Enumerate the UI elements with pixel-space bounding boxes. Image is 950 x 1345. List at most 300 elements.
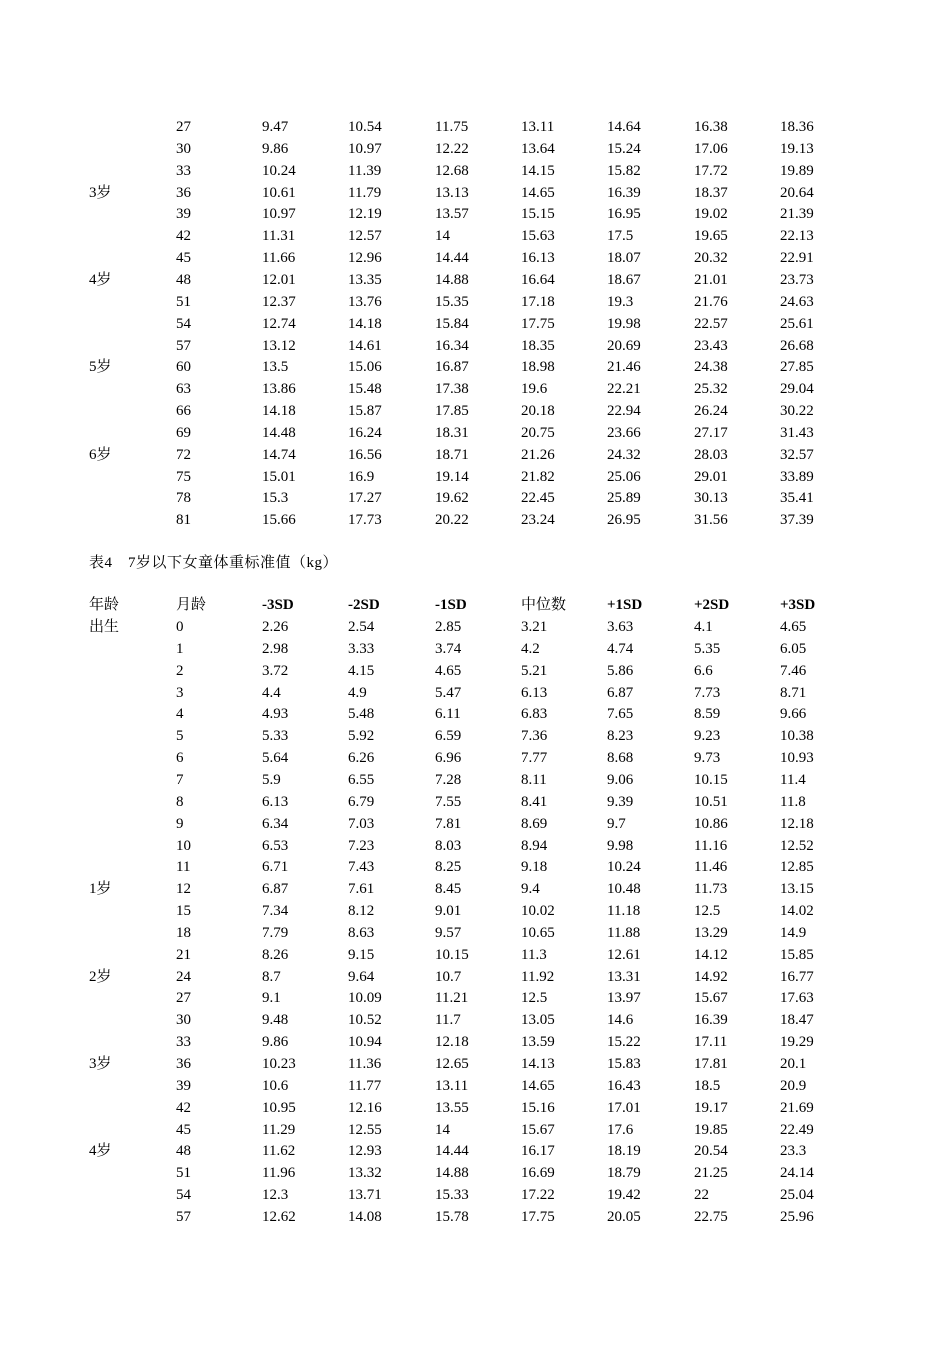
- weight-value: 3.21: [521, 619, 548, 635]
- table-row: [0, 1053, 950, 1075]
- weight-value: 7.28: [435, 771, 462, 788]
- weight-value: 11.62: [262, 1143, 296, 1160]
- table-row: [0, 856, 950, 878]
- weight-value: 22.57: [694, 315, 728, 332]
- weight-value: 16.87: [435, 359, 469, 376]
- weight-value: 20.05: [607, 1208, 641, 1225]
- weight-value: 10.95: [262, 1099, 296, 1116]
- weight-value: 14: [435, 228, 450, 245]
- weight-value: 9.18: [521, 859, 548, 876]
- weight-value: 11.18: [607, 903, 641, 920]
- weight-value: 10.15: [694, 771, 728, 788]
- weight-value: 5.64: [262, 750, 289, 767]
- weight-value: 7.46: [780, 662, 807, 679]
- weight-value: 13.13: [435, 184, 469, 201]
- weight-value: 8.03: [435, 837, 462, 854]
- weight-value: 17.73: [348, 512, 382, 529]
- age-label: 3岁: [89, 184, 112, 201]
- weight-value: 23.73: [780, 271, 814, 288]
- weight-value: 14.18: [348, 315, 382, 332]
- weight-value: 10.61: [262, 184, 296, 201]
- weight-value: 17.06: [694, 140, 728, 157]
- table-row: [0, 747, 950, 769]
- weight-value: 30.22: [780, 403, 814, 420]
- weight-value: 12.62: [262, 1208, 296, 1225]
- month-value: 33: [176, 162, 191, 179]
- weight-value: 19.17: [694, 1099, 728, 1116]
- weight-value: 24.14: [780, 1165, 814, 1182]
- weight-value: 20.32: [694, 250, 728, 267]
- weight-value: 11.21: [435, 990, 469, 1007]
- weight-value: 9.39: [607, 793, 634, 810]
- weight-value: 6.13: [262, 793, 289, 810]
- weight-value: 8.12: [348, 903, 375, 920]
- weight-value: 33.89: [780, 468, 814, 485]
- weight-value: 13.76: [348, 293, 382, 310]
- weight-value: 18.36: [780, 119, 814, 135]
- weight-value: 10.65: [521, 924, 555, 941]
- weight-value: 24.63: [780, 293, 814, 310]
- weight-value: 27.85: [780, 359, 814, 376]
- weight-value: 24.32: [607, 446, 641, 463]
- month-value: 10: [176, 837, 191, 854]
- weight-value: 37.39: [780, 512, 814, 529]
- weight-value: 21.25: [694, 1165, 728, 1182]
- weight-value: 21.26: [521, 446, 555, 463]
- weight-value: 19.02: [694, 206, 728, 223]
- age-label: 2岁: [89, 968, 112, 985]
- weight-value: 2.26: [262, 619, 289, 635]
- weight-value: 12.68: [435, 162, 469, 179]
- weight-value: 2.98: [262, 640, 289, 657]
- header-month: 月龄: [176, 597, 207, 613]
- weight-value: 16.69: [521, 1165, 555, 1182]
- weight-value: 9.66: [780, 706, 807, 723]
- weight-value: 13.05: [521, 1012, 555, 1029]
- table-row: [0, 682, 950, 704]
- weight-value: 18.35: [521, 337, 555, 354]
- weight-value: 3.63: [607, 619, 634, 635]
- month-value: 36: [176, 1056, 191, 1072]
- weight-value: 19.3: [607, 293, 634, 310]
- weight-value: 8.63: [348, 924, 375, 941]
- weight-value: 20.69: [607, 337, 641, 354]
- weight-value: 25.04: [780, 1187, 814, 1204]
- table-row: [0, 444, 950, 466]
- weight-value: 18.37: [694, 184, 728, 201]
- weight-value: 10.97: [262, 206, 296, 223]
- table-row: [0, 509, 950, 531]
- weight-value: 16.24: [348, 424, 382, 441]
- month-value: 4: [176, 706, 184, 723]
- weight-value: 16.34: [435, 337, 469, 354]
- weight-value: 6.26: [348, 750, 375, 767]
- weight-value: 26.68: [780, 337, 814, 354]
- table-row: [0, 291, 950, 313]
- weight-value: 26.24: [694, 403, 728, 420]
- month-value: 51: [176, 293, 191, 310]
- weight-value: 23.24: [521, 512, 555, 529]
- weight-value: 10.02: [521, 903, 555, 920]
- month-value: 81: [176, 512, 191, 529]
- table-row: [0, 422, 950, 444]
- table-row: [0, 1184, 950, 1206]
- weight-value: 23.43: [694, 337, 728, 354]
- weight-value: 14.44: [435, 250, 469, 267]
- month-value: 45: [176, 250, 191, 267]
- weight-value: 9.98: [607, 837, 634, 854]
- weight-value: 12.93: [348, 1143, 382, 1160]
- weight-value: 14.92: [694, 968, 728, 985]
- month-value: 24: [176, 968, 191, 985]
- weight-value: 23.3: [780, 1143, 807, 1160]
- weight-value: 6.13: [521, 684, 548, 701]
- month-value: 9: [176, 815, 184, 832]
- weight-value: 5.92: [348, 728, 375, 745]
- weight-value: 10.86: [694, 815, 728, 832]
- table-row: [0, 116, 950, 138]
- weight-value: 5.86: [607, 662, 634, 679]
- weight-value: 25.06: [607, 468, 641, 485]
- weight-value: 19.13: [780, 140, 814, 157]
- weight-value: 14.13: [521, 1056, 555, 1072]
- weight-value: 12.55: [348, 1121, 382, 1138]
- weight-value: 10.6: [262, 1077, 289, 1094]
- weight-value: 15.83: [607, 1056, 641, 1072]
- table-row: [0, 160, 950, 182]
- age-label: 3岁: [89, 1056, 112, 1072]
- weight-value: 12.57: [348, 228, 382, 245]
- month-value: 48: [176, 1143, 191, 1160]
- weight-value: 11.7: [435, 1012, 461, 1029]
- weight-value: 4.2: [521, 640, 540, 657]
- month-value: 60: [176, 359, 191, 376]
- weight-value: 14.88: [435, 271, 469, 288]
- table-row: [0, 225, 950, 247]
- weight-value: 12.5: [694, 903, 721, 920]
- weight-value: 11.39: [348, 162, 382, 179]
- weight-value: 12.61: [607, 946, 641, 963]
- weight-value: 10.24: [607, 859, 641, 876]
- age-label: 4岁: [89, 1143, 112, 1160]
- weight-value: 12.16: [348, 1099, 382, 1116]
- month-value: 12: [176, 881, 191, 898]
- weight-value: 7.79: [262, 924, 289, 941]
- weight-value: 6.55: [348, 771, 375, 788]
- weight-value: 4.93: [262, 706, 289, 723]
- weight-value: 11.77: [348, 1077, 382, 1094]
- weight-value: 9.1: [262, 990, 281, 1007]
- month-value: 39: [176, 1077, 191, 1094]
- weight-value: 2.54: [348, 619, 375, 635]
- weight-value: 31.56: [694, 512, 728, 529]
- weight-value: 20.9: [780, 1077, 807, 1094]
- table-row: [0, 487, 950, 509]
- weight-value: 7.77: [521, 750, 548, 767]
- weight-value: 9.06: [607, 771, 634, 788]
- header-plus-1sd: +1SD: [607, 597, 643, 613]
- weight-value: 17.27: [348, 490, 382, 507]
- weight-value: 16.56: [348, 446, 382, 463]
- weight-value: 32.57: [780, 446, 814, 463]
- weight-value: 13.32: [348, 1165, 382, 1182]
- weight-value: 6.87: [607, 684, 634, 701]
- table-row: [0, 1140, 950, 1162]
- weight-value: 8.71: [780, 684, 807, 701]
- weight-value: 27.17: [694, 424, 728, 441]
- weight-value: 19.89: [780, 162, 814, 179]
- weight-value: 9.86: [262, 140, 289, 157]
- weight-value: 12.3: [262, 1187, 289, 1204]
- weight-value: 13.11: [435, 1077, 469, 1094]
- weight-value: 18.67: [607, 271, 641, 288]
- weight-value: 19.6: [521, 381, 548, 398]
- weight-value: 10.09: [348, 990, 382, 1007]
- weight-value: 18.07: [607, 250, 641, 267]
- table-row: [0, 1119, 950, 1141]
- table-row: [0, 335, 950, 357]
- header-age: 年龄: [89, 597, 120, 613]
- weight-value: 11.8: [780, 793, 806, 810]
- weight-value: 16.39: [694, 1012, 728, 1029]
- weight-value: 6.79: [348, 793, 375, 810]
- weight-value: 9.47: [262, 119, 289, 135]
- weight-value: 13.97: [607, 990, 641, 1007]
- weight-value: 25.32: [694, 381, 728, 398]
- weight-value: 12.01: [262, 271, 296, 288]
- weight-value: 17.85: [435, 403, 469, 420]
- table-4-caption: 表4 7岁以下女童体重标准值（kg）: [89, 555, 339, 571]
- weight-value: 5.9: [262, 771, 281, 788]
- weight-value: 15.01: [262, 468, 296, 485]
- weight-value: 18.71: [435, 446, 469, 463]
- weight-value: 10.93: [780, 750, 814, 767]
- weight-value: 8.94: [521, 837, 548, 854]
- weight-value: 6.11: [435, 706, 461, 723]
- month-value: 11: [176, 859, 191, 876]
- weight-value: 12.96: [348, 250, 382, 267]
- weight-value: 15.78: [435, 1208, 469, 1225]
- weight-value: 15.3: [262, 490, 289, 507]
- month-value: 8: [176, 793, 184, 810]
- weight-value: 13.12: [262, 337, 296, 354]
- weight-value: 6.05: [780, 640, 807, 657]
- weight-value: 4.15: [348, 662, 375, 679]
- weight-value: 4.1: [694, 619, 713, 635]
- weight-value: 5.48: [348, 706, 375, 723]
- month-value: 30: [176, 140, 191, 157]
- weight-value: 15.35: [435, 293, 469, 310]
- table-row: [0, 182, 950, 204]
- weight-value: 17.22: [521, 1187, 555, 1204]
- table-row: [0, 1031, 950, 1053]
- weight-value: 16.9: [348, 468, 375, 485]
- weight-value: 20.1: [780, 1056, 807, 1072]
- table-row: [0, 878, 950, 900]
- weight-value: 15.67: [521, 1121, 555, 1138]
- weight-value: 20.54: [694, 1143, 728, 1160]
- weight-value: 8.69: [521, 815, 548, 832]
- weight-value: 29.04: [780, 381, 814, 398]
- weight-value: 17.18: [521, 293, 555, 310]
- table-row: [0, 791, 950, 813]
- table-row: [0, 313, 950, 335]
- weight-value: 22.13: [780, 228, 814, 245]
- weight-value: 15.15: [521, 206, 555, 223]
- table-row: [0, 1206, 950, 1228]
- weight-value: 14.88: [435, 1165, 469, 1182]
- month-value: 57: [176, 337, 191, 354]
- weight-value: 4.65: [780, 619, 807, 635]
- month-value: 3: [176, 684, 184, 701]
- weight-value: 13.71: [348, 1187, 382, 1204]
- weight-value: 23.66: [607, 424, 641, 441]
- month-value: 21: [176, 946, 191, 963]
- table-row: [0, 703, 950, 725]
- weight-value: 10.38: [780, 728, 814, 745]
- table-row: [0, 1162, 950, 1184]
- weight-value: 11.79: [348, 184, 382, 201]
- month-value: 39: [176, 206, 191, 223]
- table-header-row: [0, 594, 950, 616]
- weight-value: 12.18: [435, 1034, 469, 1051]
- weight-value: 9.23: [694, 728, 721, 745]
- weight-value: 21.69: [780, 1099, 814, 1116]
- weight-value: 8.45: [435, 881, 462, 898]
- weight-value: 17.81: [694, 1056, 728, 1072]
- weight-value: 3.33: [348, 640, 375, 657]
- month-value: 6: [176, 750, 184, 767]
- weight-value: 15.33: [435, 1187, 469, 1204]
- weight-value: 9.73: [694, 750, 721, 767]
- weight-value: 17.75: [521, 315, 555, 332]
- weight-value: 14.12: [694, 946, 728, 963]
- weight-value: 14.9: [780, 924, 807, 941]
- month-value: 48: [176, 271, 191, 288]
- weight-value: 20.75: [521, 424, 555, 441]
- month-value: 42: [176, 228, 191, 245]
- weight-value: 8.41: [521, 793, 548, 810]
- month-value: 78: [176, 490, 191, 507]
- weight-value: 22.45: [521, 490, 555, 507]
- month-value: 27: [176, 119, 191, 135]
- weight-value: 10.94: [348, 1034, 382, 1051]
- weight-value: 14: [435, 1121, 450, 1138]
- weight-value: 7.34: [262, 903, 289, 920]
- weight-value: 17.5: [607, 228, 634, 245]
- weight-value: 3.74: [435, 640, 462, 657]
- weight-value: 15.87: [348, 403, 382, 420]
- weight-value: 9.15: [348, 946, 375, 963]
- month-value: 27: [176, 990, 191, 1007]
- weight-value: 17.72: [694, 162, 728, 179]
- weight-value: 19.85: [694, 1121, 728, 1138]
- weight-value: 15.82: [607, 162, 641, 179]
- weight-value: 13.86: [262, 381, 296, 398]
- weight-value: 11.92: [521, 968, 555, 985]
- weight-value: 35.41: [780, 490, 814, 507]
- month-value: 0: [176, 619, 184, 635]
- table-row: [0, 813, 950, 835]
- weight-value: 29.01: [694, 468, 728, 485]
- weight-value: 14.15: [521, 162, 555, 179]
- weight-value: 18.19: [607, 1143, 641, 1160]
- weight-value: 20.64: [780, 184, 814, 201]
- table-row: [0, 922, 950, 944]
- weight-value: 15.22: [607, 1034, 641, 1051]
- weight-value: 20.22: [435, 512, 469, 529]
- month-value: 2: [176, 662, 184, 679]
- weight-value: 30.13: [694, 490, 728, 507]
- weight-value: 11.4: [780, 771, 806, 788]
- weight-value: 14.02: [780, 903, 814, 920]
- weight-value: 19.98: [607, 315, 641, 332]
- weight-value: 12.19: [348, 206, 382, 223]
- weight-value: 13.31: [607, 968, 641, 985]
- weight-value: 14.74: [262, 446, 296, 463]
- weight-value: 19.29: [780, 1034, 814, 1051]
- weight-value: 12.37: [262, 293, 296, 310]
- weight-value: 6.71: [262, 859, 289, 876]
- weight-value: 3.72: [262, 662, 289, 679]
- weight-value: 31.43: [780, 424, 814, 441]
- weight-value: 11.96: [262, 1165, 296, 1182]
- table-row: [0, 269, 950, 291]
- weight-value: 21.39: [780, 206, 814, 223]
- weight-value: 16.39: [607, 184, 641, 201]
- weight-value: 17.75: [521, 1208, 555, 1225]
- weight-value: 10.97: [348, 140, 382, 157]
- table-row: [0, 378, 950, 400]
- weight-value: 26.95: [607, 512, 641, 529]
- age-label: 4岁: [89, 271, 112, 288]
- table-row: [0, 900, 950, 922]
- weight-value: 17.63: [780, 990, 814, 1007]
- age-label: 出生: [89, 619, 120, 635]
- weight-value: 21.01: [694, 271, 728, 288]
- weight-value: 13.57: [435, 206, 469, 223]
- weight-value: 11.75: [435, 119, 469, 135]
- age-label: 1岁: [89, 881, 112, 898]
- table-row: [0, 660, 950, 682]
- table-row: [0, 725, 950, 747]
- weight-value: 14.65: [521, 184, 555, 201]
- table-row: [0, 138, 950, 160]
- month-value: 63: [176, 381, 191, 398]
- weight-value: 10.15: [435, 946, 469, 963]
- weight-value: 19.62: [435, 490, 469, 507]
- weight-value: 11.16: [694, 837, 728, 854]
- weight-value: 17.01: [607, 1099, 641, 1116]
- weight-value: 5.47: [435, 684, 462, 701]
- weight-value: 19.65: [694, 228, 728, 245]
- table-row: [0, 1009, 950, 1031]
- weight-value: 22.49: [780, 1121, 814, 1138]
- weight-value: 7.03: [348, 815, 375, 832]
- weight-value: 7.81: [435, 815, 462, 832]
- weight-value: 19.14: [435, 468, 469, 485]
- weight-value: 9.64: [348, 968, 375, 985]
- weight-value: 16.95: [607, 206, 641, 223]
- weight-value: 12.52: [780, 837, 814, 854]
- weight-value: 14.44: [435, 1143, 469, 1160]
- weight-value: 13.29: [694, 924, 728, 941]
- weight-value: 20.18: [521, 403, 555, 420]
- weight-value: 11.73: [694, 881, 728, 898]
- weight-value: 8.11: [521, 771, 547, 788]
- month-value: 33: [176, 1034, 191, 1051]
- weight-value: 8.25: [435, 859, 462, 876]
